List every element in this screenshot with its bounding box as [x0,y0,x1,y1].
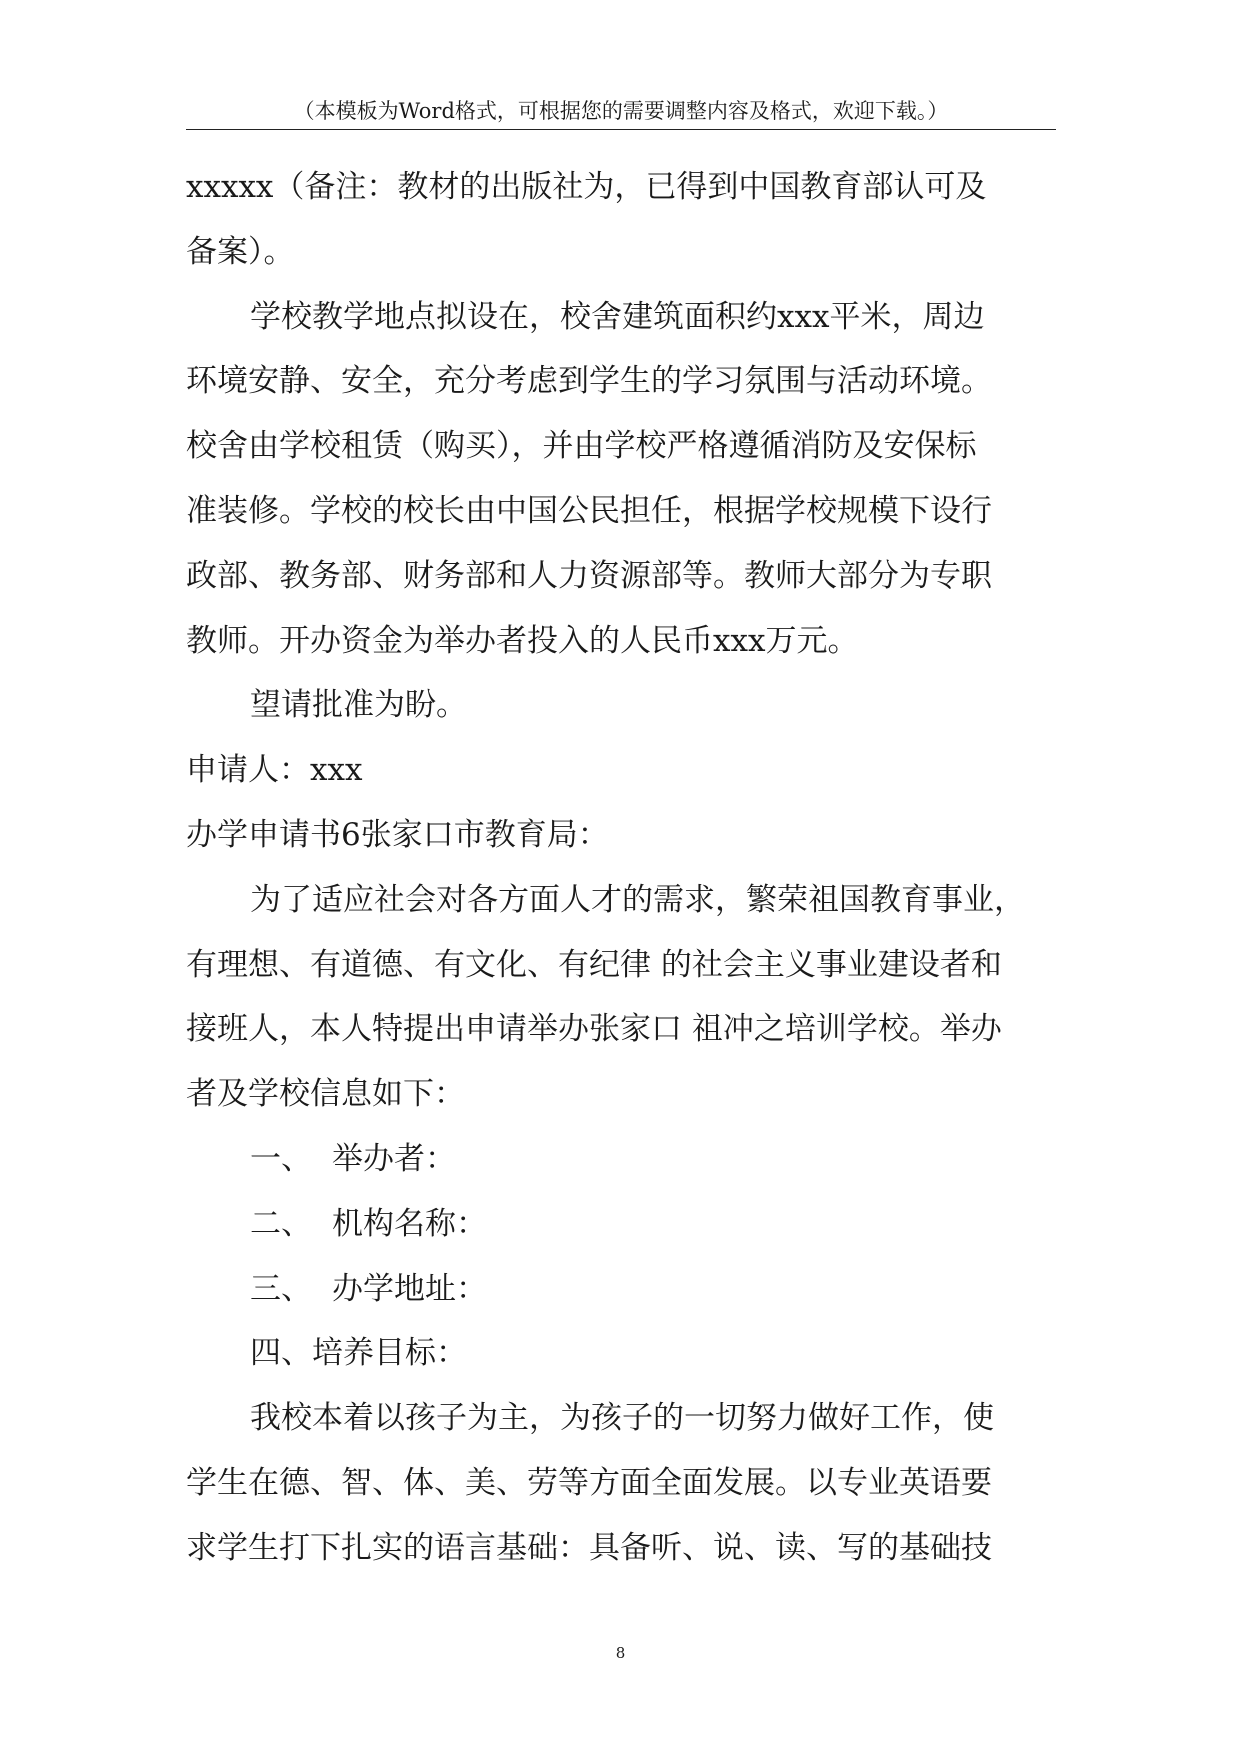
applicant-line: 申请人：xxx [186,752,363,789]
paragraph-line: 者及学校信息如下： [186,1076,465,1113]
paragraph-line: 望请批准为盼。 [250,687,467,724]
paragraph-line: xxxxx（备注：教材的出版社为，已得到中国教育部认可及 [186,169,987,205]
list-item [186,1192,1066,1257]
paragraph-line: 有理想、有道德、有文化、有纪律 的社会主义事业建设者和 [186,946,1002,983]
paragraph-line: 学生在德、智、体、美、劳等方面全面发展。以专业英语要 [186,1464,992,1501]
paragraph-line: 准装修。学校的校长由中国公民担任，根据学校规模下设行 [186,492,992,529]
document-body [186,155,1066,1581]
paragraph-line: 教师。开办资金为举办者投入的人民币xxx万元。 [186,622,859,659]
paragraph-line: 接班人，本人特提出申请举办张家口 祖冲之培训学校。举办 [186,1011,1002,1048]
section-title: 办学申请书6张家口市教育局： [186,816,609,853]
paragraph-line: 备案）。 [186,233,295,270]
header-note: （本模板为Word格式，可根据您的需要调整内容及格式，欢迎下载。） [293,99,949,123]
list-item [186,1257,1066,1322]
paragraph-line: 为了适应社会对各方面人才的需求，繁荣祖国教育事业， [250,881,1025,918]
list-item-text: 机构名称： [332,1205,487,1242]
paragraph-line: 我校本着以孩子为主，为孩子的一切努力做好工作，使 [250,1400,994,1437]
paragraph-line: 求学生打下扎实的语言基础：具备听、说、读、写的基础技 [186,1529,992,1566]
paragraph-line: 校舍由学校租赁（购买），并由学校严格遵循消防及安保标 [186,428,977,465]
list-item-number: 二、 [250,1205,312,1242]
paragraph-line: 政部、教务部、财务部和人力资源部等。教师大部分为专职 [186,557,992,594]
list-item-text: 举办者： [332,1140,456,1177]
paragraph-line: 环境安静、安全，充分考虑到学生的学习氛围与活动环境。 [186,363,992,400]
list-item-inline: 四、培养目标： [250,1335,467,1372]
list-item-text: 办学地址： [332,1270,487,1307]
header-rule [186,129,1056,130]
paragraph-line: 学校教学地点拟设在，校舍建筑面积约xxx平米，周边 [250,298,985,335]
list-item-number: 三、 [250,1270,312,1307]
list-item [186,1127,1066,1192]
page-number: 8 [615,1644,626,1662]
list-item-number: 一、 [250,1140,312,1177]
